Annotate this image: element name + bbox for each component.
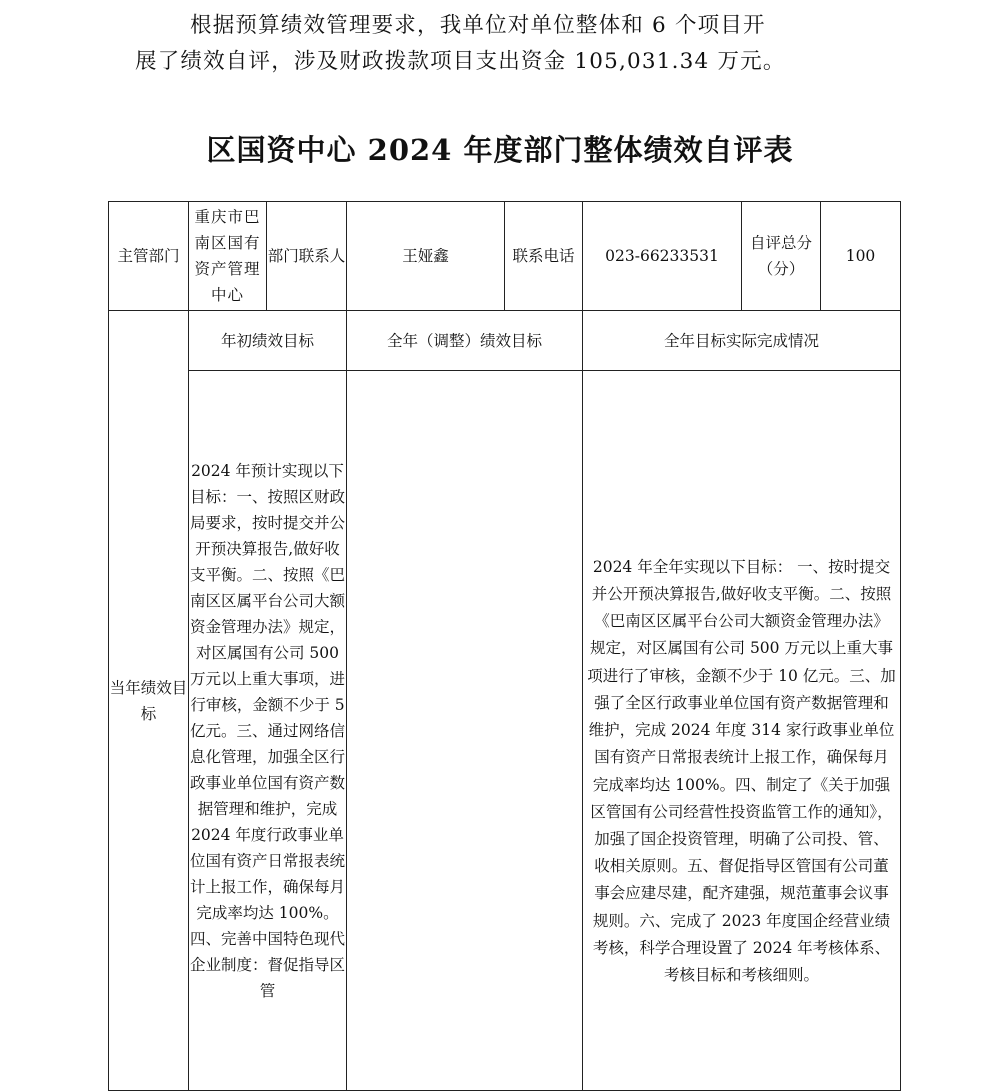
header-actual-completion: 全年目标实际完成情况 [583,311,901,371]
adjusted-goal-text [347,371,583,1091]
actual-completion-text: 2024 年全年实现以下目标： 一、按时提交并公开预决算报告,做好收支平衡。二、按照《巴南区区属平台公司大额资金管理办法》规定，对区属国有公司 500 万元以上重大事项进行了审核，金额不少于 10 亿元。三、加强了全区行政事业单位国有资产数据管理和维护，完成 2024 年度 314 家行政事业单位国有资产日常报表统计上报工作，确保每月完成率均达 100%。四、制定了《关于加强区管国有公司经营性投资监管工作的通知》，加强了国企投资管理，明确了公司投、管、收相关原则。五、督促指导区管国有公司董事会应建尽建，配齐建强，规范董事会议事规则。六、完成了 2023 年度国企经营业绩考核，科学合理设置了 2024 年考核体系、考核目标和考核细则。 [587,557,896,984]
intro-line-2: 展了绩效自评，涉及财政拨款项目支出资金 105,031.34 万元。 [135,49,786,74]
table-row [109,202,901,311]
goals-section-label: 当年绩效目标 [109,311,189,1091]
dept-value-cell: 重庆市巴南区国有资产管理中心 [189,202,267,311]
phone-value-cell: 023-66233531 [583,202,742,311]
header-adjusted-goal: 全年（调整）绩效目标 [347,311,583,371]
header-initial-goal: 年初绩效目标 [189,311,347,371]
contact-value-cell: 王娅鑫 [347,202,505,311]
dept-label-cell: 主管部门 [109,202,189,311]
initial-goal-text: 2024 年预计实现以下目标：一、按照区财政局要求，按时提交并公开预决算报告,做好收支平衡。二、按照《巴南区区属平台公司大额资金管理办法》规定，对区属国有公司 500 万元以上重大事项，进行审核，金额不少于 5 亿元。三、通过网络信息化管理，加强全区行政事业单位国有资产数据管理和维护，完成 2024 年度行政事业单位国有资产日常报表统计上报工作，确保每月完成率均达 100%。四、完善中国特色现代企业制度：督促指导区管 [189,371,347,1091]
score-label-cell: 自评总分（分） [742,202,821,311]
score-value-cell: 100 [821,202,901,311]
table-row [109,371,901,1091]
actual-completion-cell [583,371,901,1091]
table-title: 区国资中心 2024 年度部门整体绩效自评表 [206,133,794,167]
intro-line-1: 根据预算绩效管理要求，我单位对单位整体和 6 个项目开 [190,13,766,38]
phone-label-cell: 联系电话 [505,202,583,311]
contact-label-cell: 部门联系人 [267,202,347,311]
intro-paragraph [135,8,895,80]
table-row [109,311,901,371]
self-evaluation-table [108,201,901,1091]
